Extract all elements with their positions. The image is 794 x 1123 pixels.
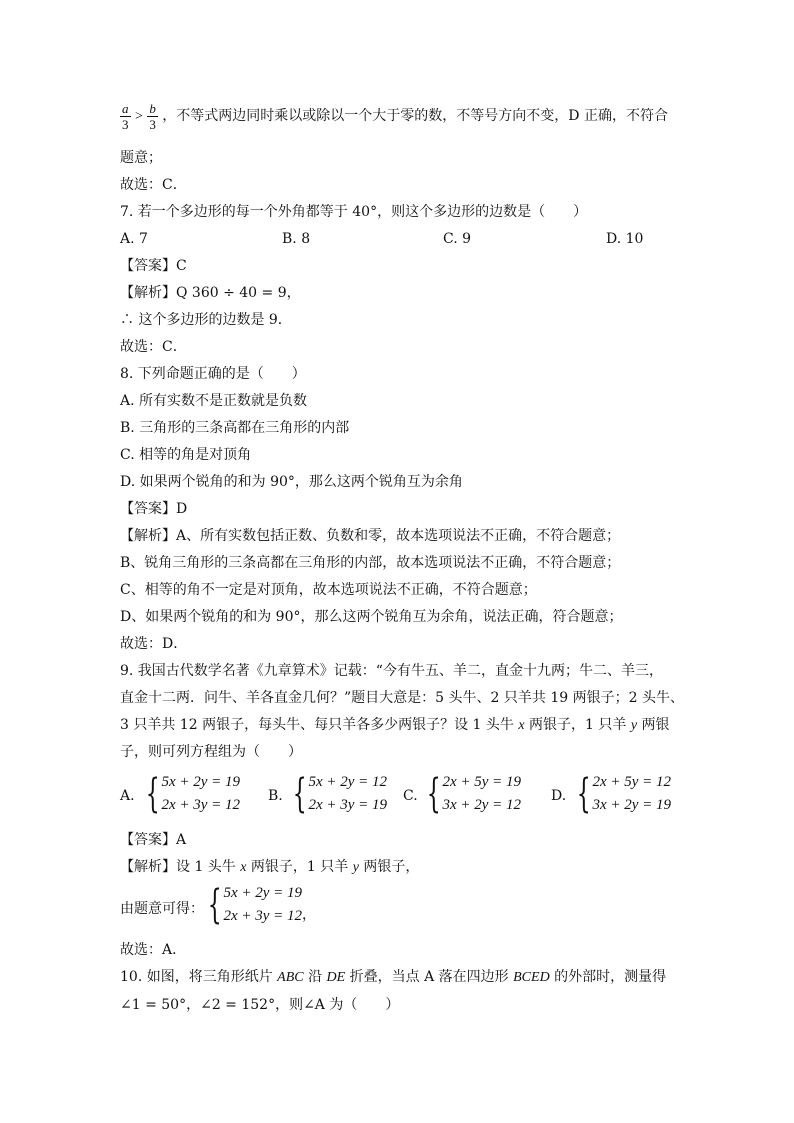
q9-option-c-system (421, 771, 521, 817)
text-span: 【解析】设 1 头牛 (120, 859, 241, 875)
q9-selection: 故选：A． (120, 942, 187, 958)
inequality-explanation: ，不等式两边同时乘以或除以一个大于零的数，不等号方向不变，D 正确，不符合 (162, 108, 668, 124)
equation: 2x + 5y = 12 (592, 774, 672, 790)
comma: ， (302, 907, 317, 923)
q9-option-b-system (287, 771, 387, 817)
text-span: 两银子，1 只羊 (246, 859, 353, 875)
q8-answer: 【答案】D (120, 501, 188, 517)
q8-solution-b: B、锐角三角形的三条高都在三角形的内部，故本选项说法不正确，不符合题意； (120, 555, 621, 571)
brace-symbol: { (207, 882, 222, 928)
q7-solution-conclusion: ∴ 这个多边形的边数是 9． (120, 312, 292, 328)
greater-than-sign: > (134, 109, 143, 124)
q8-solution-a: 【解析】A、所有实数包括正数、负数和零，故本选项说法不正确，不符合题意； (120, 528, 621, 544)
q9-option-a-label: A. (120, 788, 135, 804)
question-7: 7. 若一个多边形的每一个外角都等于 40°，则这个多边形的边数是（ ） (120, 204, 588, 220)
q9-answer: 【答案】A (120, 832, 187, 848)
q7-option-b: B. 8 (282, 231, 311, 247)
quadrilateral-bced: BCED (513, 970, 550, 985)
variable-x: x (518, 718, 525, 733)
variable-y: y (630, 718, 638, 733)
q9-option-a-system (140, 771, 240, 817)
brace-symbol: { (145, 771, 160, 817)
equation: 5x + 2y = 12 (308, 774, 388, 790)
question-10-line-2: ∠1 = 50°，∠2 = 152°，则∠A 为（ ） (120, 997, 400, 1013)
question-9-line-4: 子，则可列方程组为（ ） (120, 744, 302, 760)
question-9-line-1: 9. 我国古代数学名著《九章算术》记载：“今有牛五、羊二，直金十九两；牛二、羊三， (120, 663, 663, 679)
text-span: 两银子，1 只羊 (524, 717, 631, 733)
q9-solution-line-1 (120, 857, 419, 878)
text-span: 两银子， (358, 859, 420, 875)
fraction-numerator: b (149, 100, 156, 116)
q8-option-a: A. 所有实数不是正数就是负数 (120, 393, 308, 409)
q8-option-d: D. 如果两个锐角的和为 90°，那么这两个锐角互为余角 (120, 474, 463, 490)
equation: 5x + 2y = 19 (161, 774, 241, 790)
brace-symbol: { (292, 771, 307, 817)
equation: 5x + 2y = 19 (223, 885, 303, 901)
q9-option-d-system (571, 771, 671, 817)
q7-option-c: C. 9 (443, 231, 472, 247)
q8-solution-c: C、相等的角不一定是对顶角，故本选项说法不正确，不符合题意； (120, 582, 537, 598)
q9-solution-system (202, 882, 316, 928)
question-9-line-2: 直金十二两．问牛、羊各直金几何？”题目大意是：5 头牛、2 只羊共 19 两银子；2 头牛、 (120, 690, 684, 706)
q7-option-a: A. 7 (120, 231, 148, 247)
equation: 2x + 5y = 19 (442, 774, 522, 790)
segment-de: DE (326, 970, 346, 985)
equation: 3x + 2y = 12 (442, 797, 522, 813)
q9-option-c-label: C. (403, 788, 418, 804)
q8-solution-d: D、如果两个锐角的和为 90°，那么这两个锐角互为余角，说法正确，符合题意； (120, 609, 623, 625)
q7-selection: 故选：C． (120, 339, 187, 355)
question-10-line-1 (120, 967, 666, 988)
fraction-denominator: 3 (149, 116, 156, 132)
q7-answer: 【答案】C (120, 258, 187, 274)
equation: 2x + 3y = 12 (161, 797, 241, 813)
brace-symbol: { (576, 771, 591, 817)
variable-x: x (240, 860, 247, 875)
text-span: 两银 (637, 717, 670, 733)
q8-option-b: B. 三角形的三条高都在三角形的内部 (120, 420, 350, 436)
q7-solution: 【解析】Q 360 ÷ 40 = 9， (120, 285, 301, 301)
fraction-b-over-3 (147, 101, 158, 132)
q7-option-d: D. 10 (606, 231, 644, 247)
q8-option-c: C. 相等的角是对顶角 (120, 447, 252, 463)
fraction-numerator: a (122, 100, 129, 116)
triangle-abc: ABC (277, 970, 304, 985)
q8-selection: 故选：D． (120, 636, 188, 652)
question-9-line-3 (120, 715, 670, 736)
q9-solution-line-2-label: 由题意可得： (120, 901, 204, 917)
q9-option-b-label: B. (268, 788, 283, 804)
fraction-denominator: 3 (122, 116, 129, 132)
question-8: 8. 下列命题正确的是（ ） (120, 366, 306, 382)
brace-symbol: { (426, 771, 441, 817)
text-span: 10. 如图，将三角形纸片 (120, 969, 278, 985)
inequality-line (120, 98, 668, 135)
fraction-a-over-3 (120, 101, 131, 132)
q9-option-d-label: D. (551, 788, 567, 804)
text-line: 故选：C． (120, 177, 187, 193)
equation: 2x + 3y = 12 (223, 908, 303, 924)
text-span: 3 只羊共 12 两银子，每头牛、每只羊各多少两银子？设 1 头牛 (120, 717, 519, 733)
text-span: 折叠，当点 A 落在四边形 (345, 969, 514, 985)
text-span: 的外部时，测量得 (549, 969, 667, 985)
text-line: 题意； (120, 150, 162, 166)
text-span: 沿 (303, 969, 327, 985)
equation: 2x + 3y = 19 (308, 797, 388, 813)
equation: 3x + 2y = 19 (592, 797, 672, 813)
variable-y: y (352, 860, 359, 875)
